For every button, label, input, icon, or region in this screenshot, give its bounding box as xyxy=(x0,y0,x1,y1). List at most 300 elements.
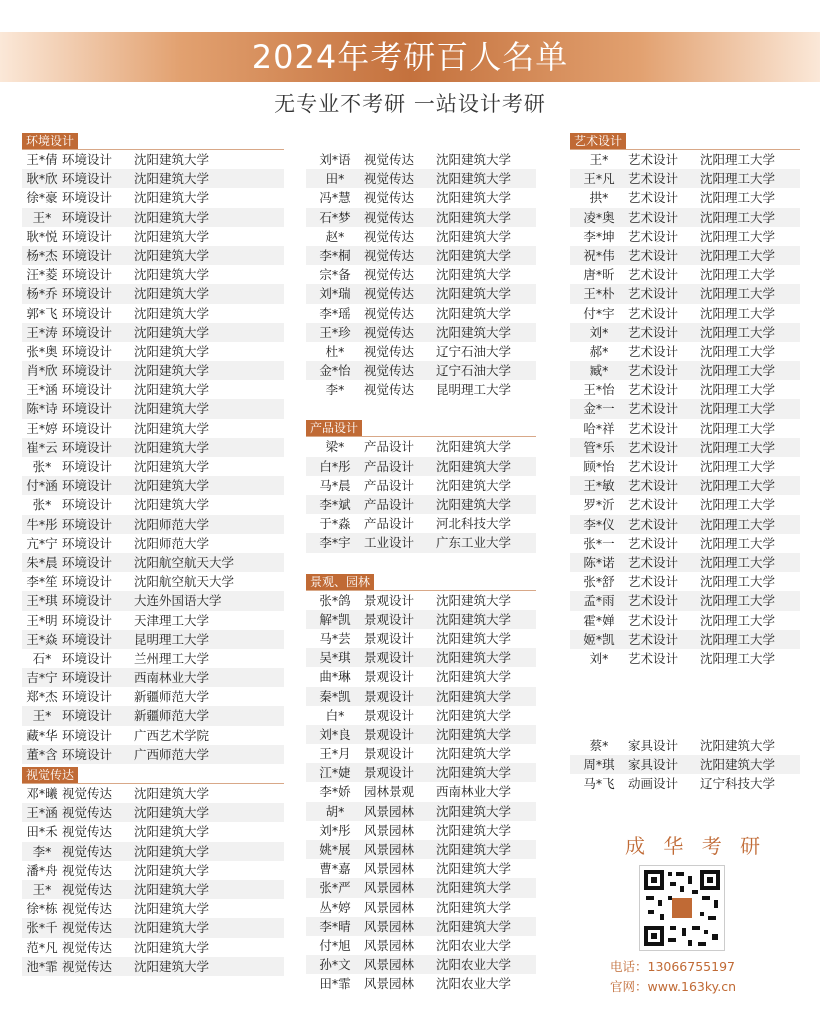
university: 沈阳建筑大学 xyxy=(436,267,512,283)
student-name: 白*彤 xyxy=(319,458,351,474)
student-name: 崔*云 xyxy=(26,439,58,455)
university: 沈阳建筑大学 xyxy=(134,843,210,859)
university: 沈阳建筑大学 xyxy=(134,786,210,801)
major: 风景园林 xyxy=(364,822,415,838)
major: 景观设计 xyxy=(364,650,415,666)
student-name: 朱*晨 xyxy=(26,554,58,570)
student-name: 杨*杰 xyxy=(26,247,58,263)
list-item xyxy=(570,457,800,476)
major: 风景园林 xyxy=(364,957,415,973)
major: 环境设计 xyxy=(62,612,113,628)
student-name: 孙*文 xyxy=(319,957,351,973)
list-item xyxy=(22,380,284,399)
student-name: 马*晨 xyxy=(319,477,351,493)
major: 视觉传达 xyxy=(62,824,113,840)
list-item xyxy=(570,399,800,418)
university: 广西艺术学院 xyxy=(134,727,210,743)
university: 沈阳建筑大学 xyxy=(436,707,512,723)
university: 辽宁石油大学 xyxy=(436,363,512,379)
student-list xyxy=(22,150,284,764)
university: 沈阳建筑大学 xyxy=(134,343,210,359)
student-name: 石*梦 xyxy=(319,209,351,225)
university: 沈阳建筑大学 xyxy=(436,765,512,781)
list-item xyxy=(22,438,284,457)
major: 环境设计 xyxy=(62,209,113,225)
university: 沈阳建筑大学 xyxy=(134,497,210,513)
major: 环境设计 xyxy=(62,593,113,609)
university: 沈阳理工大学 xyxy=(700,593,776,609)
student-name: 王*倩 xyxy=(26,152,58,167)
university: 沈阳建筑大学 xyxy=(134,958,210,974)
major: 艺术设计 xyxy=(628,401,679,417)
university: 沈阳建筑大学 xyxy=(134,324,210,340)
major: 风景园林 xyxy=(364,842,415,857)
list-item xyxy=(306,898,536,917)
student-list xyxy=(570,150,800,668)
student-name: 王*珍 xyxy=(319,324,351,340)
section-header xyxy=(22,131,284,150)
university: 沈阳建筑大学 xyxy=(436,477,512,493)
list-item xyxy=(306,744,536,763)
university: 沈阳航空航天大学 xyxy=(134,574,235,590)
list-item xyxy=(22,803,284,822)
major: 环境设计 xyxy=(62,497,113,513)
major: 艺术设计 xyxy=(628,152,679,167)
list-item xyxy=(570,515,800,534)
student-name: 罗*沂 xyxy=(583,497,615,513)
university: 沈阳建筑大学 xyxy=(436,190,512,206)
university: 沈阳理工大学 xyxy=(700,478,776,494)
major: 产品设计 xyxy=(364,516,415,532)
university: 沈阳理工大学 xyxy=(700,459,776,474)
list-item xyxy=(306,227,536,246)
list-item xyxy=(22,726,284,745)
university: 沈阳航空航天大学 xyxy=(134,554,235,570)
list-item xyxy=(306,169,536,188)
major: 艺术设计 xyxy=(628,650,679,666)
university: 沈阳建筑大学 xyxy=(134,401,210,417)
list-item xyxy=(306,878,536,897)
student-name: 张*一 xyxy=(583,535,615,551)
list-item xyxy=(570,323,800,342)
major: 环境设计 xyxy=(62,324,113,340)
major: 艺术设计 xyxy=(628,228,679,244)
major: 视觉传达 xyxy=(364,324,415,340)
student-name: 哈*祥 xyxy=(583,420,615,436)
student-list xyxy=(306,150,536,399)
major: 环境设计 xyxy=(62,190,113,206)
major: 艺术设计 xyxy=(628,497,679,513)
student-name: 拱* xyxy=(589,190,609,206)
major: 艺术设计 xyxy=(628,612,679,628)
list-item xyxy=(22,957,284,976)
list-item xyxy=(570,188,800,207)
university: 沈阳建筑大学 xyxy=(134,171,210,187)
major: 环境设计 xyxy=(62,343,113,359)
university: 沈阳建筑大学 xyxy=(134,190,210,206)
university: 沈阳农业大学 xyxy=(436,937,512,953)
student-name: 刘*良 xyxy=(319,726,351,742)
university: 沈阳建筑大学 xyxy=(134,881,210,897)
student-name: 王*凡 xyxy=(583,171,615,187)
major: 环境设计 xyxy=(62,574,113,590)
list-item xyxy=(306,150,536,169)
student-name: 李*仪 xyxy=(583,516,615,532)
section xyxy=(306,150,536,399)
major: 艺术设计 xyxy=(628,363,679,379)
student-name: 梁* xyxy=(325,439,345,455)
contact-website: 官网：www.163ky.cn xyxy=(610,979,737,994)
student-name: 孟*雨 xyxy=(583,593,615,609)
university: 沈阳建筑大学 xyxy=(436,305,512,321)
major: 视觉传达 xyxy=(364,343,415,359)
university: 沈阳理工大学 xyxy=(700,209,776,225)
student-name: 金*一 xyxy=(583,401,615,417)
list-item xyxy=(306,610,536,629)
university: 沈阳理工大学 xyxy=(700,554,776,570)
column-2 xyxy=(306,131,536,994)
university: 沈阳建筑大学 xyxy=(436,592,512,608)
major: 视觉传达 xyxy=(62,862,113,878)
university: 沈阳理工大学 xyxy=(700,343,776,359)
major: 视觉传达 xyxy=(62,958,113,974)
list-item xyxy=(22,687,284,706)
student-name: 李*晴 xyxy=(319,918,351,934)
student-name: 汪*菱 xyxy=(26,267,58,283)
student-name: 王*焱 xyxy=(26,631,58,647)
university: 沈阳建筑大学 xyxy=(436,688,512,704)
list-item xyxy=(22,169,284,188)
section-label: 环境设计 xyxy=(22,133,78,149)
list-item xyxy=(570,736,800,755)
student-name: 王* xyxy=(32,209,52,225)
major: 工业设计 xyxy=(364,535,415,551)
major: 艺术设计 xyxy=(628,574,679,590)
student-name: 于*淼 xyxy=(319,516,351,532)
major: 风景园林 xyxy=(364,803,415,819)
list-item xyxy=(306,859,536,878)
university: 沈阳建筑大学 xyxy=(436,918,512,934)
university: 昆明理工大学 xyxy=(134,631,210,647)
student-name: 马*芸 xyxy=(319,630,351,646)
list-item xyxy=(22,745,284,764)
student-name: 张* xyxy=(32,459,52,474)
university: 沈阳建筑大学 xyxy=(436,669,512,685)
major: 景观设计 xyxy=(364,630,415,646)
student-list xyxy=(306,437,536,552)
major: 视觉传达 xyxy=(364,247,415,263)
list-item xyxy=(306,821,536,840)
university: 沈阳建筑大学 xyxy=(436,842,512,857)
major: 环境设计 xyxy=(62,746,113,762)
page-title: 2024年考研百人名单 xyxy=(251,38,569,76)
student-name: 杜* xyxy=(325,343,345,359)
list-item xyxy=(306,533,536,552)
university: 沈阳理工大学 xyxy=(700,439,776,455)
university: 沈阳建筑大学 xyxy=(134,228,210,244)
list-item xyxy=(570,208,800,227)
major: 环境设计 xyxy=(62,478,113,494)
list-item xyxy=(22,938,284,957)
list-item xyxy=(306,284,536,303)
student-name: 徐*栋 xyxy=(26,901,58,917)
university: 广东工业大学 xyxy=(436,535,512,551)
student-name: 董*含 xyxy=(26,746,58,762)
university: 沈阳建筑大学 xyxy=(134,439,210,455)
university: 沈阳师范大学 xyxy=(134,535,210,551)
section xyxy=(570,736,800,794)
major: 视觉传达 xyxy=(62,939,113,955)
major: 艺术设计 xyxy=(628,516,679,532)
list-item xyxy=(570,419,800,438)
university: 新疆师范大学 xyxy=(134,708,210,724)
list-item xyxy=(22,265,284,284)
list-item xyxy=(570,755,800,774)
student-name: 顾*怡 xyxy=(583,459,615,474)
section-header xyxy=(306,572,536,591)
major: 风景园林 xyxy=(364,861,415,877)
list-item xyxy=(306,725,536,744)
list-item xyxy=(22,572,284,591)
major: 环境设计 xyxy=(62,171,113,187)
student-name: 杨*乔 xyxy=(26,286,58,302)
major: 视觉传达 xyxy=(62,805,113,821)
list-item xyxy=(22,495,284,514)
university: 沈阳理工大学 xyxy=(700,574,776,590)
student-list xyxy=(570,736,800,794)
list-item xyxy=(306,304,536,323)
university: 沈阳建筑大学 xyxy=(436,247,512,263)
student-name: 李*坤 xyxy=(583,228,615,244)
student-name: 牛*彤 xyxy=(26,516,58,532)
list-item xyxy=(306,323,536,342)
major: 景观设计 xyxy=(364,765,415,781)
list-item xyxy=(22,150,284,169)
section-header xyxy=(22,765,284,784)
student-name: 王*月 xyxy=(319,746,351,762)
list-item xyxy=(570,630,800,649)
university: 沈阳理工大学 xyxy=(700,190,776,206)
student-name: 王* xyxy=(589,152,609,167)
column-1 xyxy=(22,131,284,976)
major: 视觉传达 xyxy=(364,382,415,398)
student-name: 张*奥 xyxy=(26,343,58,359)
major: 风景园林 xyxy=(364,918,415,934)
student-name: 李*娇 xyxy=(319,784,351,800)
student-name: 宗*备 xyxy=(319,267,351,283)
student-name: 白* xyxy=(325,707,345,723)
list-item xyxy=(306,706,536,725)
major: 风景园林 xyxy=(364,899,415,915)
title-banner xyxy=(0,32,820,82)
brand-name: 成 华 考 研 xyxy=(625,834,767,858)
student-name: 付*涵 xyxy=(26,478,58,494)
major: 景观设计 xyxy=(364,669,415,685)
student-name: 吉*宁 xyxy=(26,670,58,686)
list-item xyxy=(306,629,536,648)
list-item xyxy=(306,246,536,265)
page-subtitle: 无专业不考研 一站设计考研 xyxy=(274,92,546,116)
section-label: 艺术设计 xyxy=(570,133,626,149)
university: 辽宁科技大学 xyxy=(700,776,776,792)
student-name: 李* xyxy=(32,843,52,859)
student-name: 耿*悦 xyxy=(26,228,58,244)
student-name: 王*涵 xyxy=(26,382,58,398)
university: 沈阳理工大学 xyxy=(700,247,776,263)
student-name: 石* xyxy=(32,650,52,666)
student-name: 王*涵 xyxy=(26,805,58,821)
major: 环境设计 xyxy=(62,554,113,570)
list-item xyxy=(570,649,800,668)
list-item xyxy=(306,840,536,859)
university: 沈阳理工大学 xyxy=(700,267,776,283)
major: 艺术设计 xyxy=(628,535,679,551)
list-item xyxy=(22,611,284,630)
list-item xyxy=(22,419,284,438)
university: 沈阳建筑大学 xyxy=(134,939,210,955)
student-name: 臧* xyxy=(589,363,609,379)
list-item xyxy=(570,169,800,188)
university: 沈阳理工大学 xyxy=(700,401,776,417)
university: 沈阳理工大学 xyxy=(700,171,776,187)
list-item xyxy=(22,553,284,572)
major: 环境设计 xyxy=(62,727,113,743)
list-item xyxy=(22,304,284,323)
university: 沈阳建筑大学 xyxy=(134,459,210,474)
list-item xyxy=(570,361,800,380)
university: 沈阳师范大学 xyxy=(134,516,210,532)
list-item xyxy=(22,649,284,668)
university: 沈阳建筑大学 xyxy=(436,439,512,455)
major: 环境设计 xyxy=(62,247,113,263)
university: 沈阳建筑大学 xyxy=(134,267,210,283)
section-label: 产品设计 xyxy=(306,420,362,436)
student-name: 霍*婵 xyxy=(583,612,615,628)
major: 风景园林 xyxy=(364,880,415,896)
university: 沈阳理工大学 xyxy=(700,382,776,398)
list-item xyxy=(22,457,284,476)
university: 沈阳农业大学 xyxy=(436,957,512,973)
student-list xyxy=(306,591,536,994)
student-name: 赵* xyxy=(325,228,345,244)
section-header xyxy=(570,131,800,150)
student-name: 丛*婷 xyxy=(319,899,351,915)
section xyxy=(22,131,284,764)
major: 景观设计 xyxy=(364,746,415,762)
university: 沈阳建筑大学 xyxy=(134,152,210,167)
section xyxy=(306,418,536,552)
university: 兰州理工大学 xyxy=(134,650,210,666)
university: 沈阳建筑大学 xyxy=(436,611,512,627)
university: 河北科技大学 xyxy=(436,516,512,532)
student-name: 郑*杰 xyxy=(26,689,58,705)
list-item xyxy=(306,763,536,782)
major: 环境设计 xyxy=(62,228,113,244)
major: 艺术设计 xyxy=(628,343,679,359)
major: 家具设计 xyxy=(628,738,679,754)
list-item xyxy=(306,591,536,610)
university: 沈阳理工大学 xyxy=(700,152,776,167)
major: 艺术设计 xyxy=(628,305,679,321)
list-item xyxy=(22,706,284,725)
student-name: 王*明 xyxy=(26,612,58,628)
list-item xyxy=(22,842,284,861)
student-name: 马*飞 xyxy=(583,776,615,792)
student-list xyxy=(22,784,284,976)
list-item xyxy=(306,782,536,801)
list-item xyxy=(22,399,284,418)
university: 沈阳农业大学 xyxy=(436,976,512,992)
major: 艺术设计 xyxy=(628,324,679,340)
major: 产品设计 xyxy=(364,477,415,493)
major: 艺术设计 xyxy=(628,459,679,474)
student-name: 曹*嘉 xyxy=(319,861,351,877)
university: 沈阳理工大学 xyxy=(700,631,776,647)
student-name: 解*凯 xyxy=(319,611,351,627)
major: 产品设计 xyxy=(364,497,415,512)
university: 沈阳建筑大学 xyxy=(134,824,210,840)
student-name: 藏*华 xyxy=(26,727,58,743)
university: 沈阳建筑大学 xyxy=(436,458,512,474)
list-item xyxy=(570,304,800,323)
list-item xyxy=(570,611,800,630)
list-item xyxy=(570,553,800,572)
university: 沈阳理工大学 xyxy=(700,363,776,379)
list-item xyxy=(570,476,800,495)
student-name: 金*怡 xyxy=(319,363,351,379)
university: 大连外国语大学 xyxy=(134,593,222,609)
university: 沈阳建筑大学 xyxy=(436,286,512,302)
list-item xyxy=(22,476,284,495)
student-name: 胡* xyxy=(325,803,345,819)
university: 沈阳建筑大学 xyxy=(436,880,512,896)
list-item xyxy=(306,476,536,495)
list-item xyxy=(22,534,284,553)
student-name: 郝* xyxy=(589,343,609,359)
major: 景观设计 xyxy=(364,592,415,608)
section-header xyxy=(306,418,536,437)
university: 沈阳建筑大学 xyxy=(134,420,210,436)
major: 风景园林 xyxy=(364,937,415,953)
student-name: 曲*琳 xyxy=(319,669,351,685)
major: 风景园林 xyxy=(364,976,415,992)
list-item xyxy=(22,246,284,265)
list-item xyxy=(570,227,800,246)
list-item xyxy=(22,208,284,227)
major: 视觉传达 xyxy=(364,305,415,321)
major: 环境设计 xyxy=(62,267,113,283)
major: 艺术设计 xyxy=(628,554,679,570)
list-item xyxy=(570,246,800,265)
university: 沈阳理工大学 xyxy=(700,650,776,666)
student-name: 李* xyxy=(325,382,345,398)
major: 环境设计 xyxy=(62,516,113,532)
major: 艺术设计 xyxy=(628,286,679,302)
student-name: 张*严 xyxy=(319,880,351,896)
section-label: 景观、园林 xyxy=(306,574,374,590)
university: 沈阳建筑大学 xyxy=(436,152,512,167)
major: 景观设计 xyxy=(364,707,415,723)
qr-code xyxy=(639,865,725,951)
list-item xyxy=(570,774,800,793)
student-name: 冯*慧 xyxy=(319,190,351,206)
student-name: 田* xyxy=(325,171,345,187)
list-item xyxy=(570,495,800,514)
column-3 xyxy=(570,131,800,794)
major: 环境设计 xyxy=(62,708,113,724)
major: 视觉传达 xyxy=(364,286,415,302)
list-item xyxy=(22,668,284,687)
